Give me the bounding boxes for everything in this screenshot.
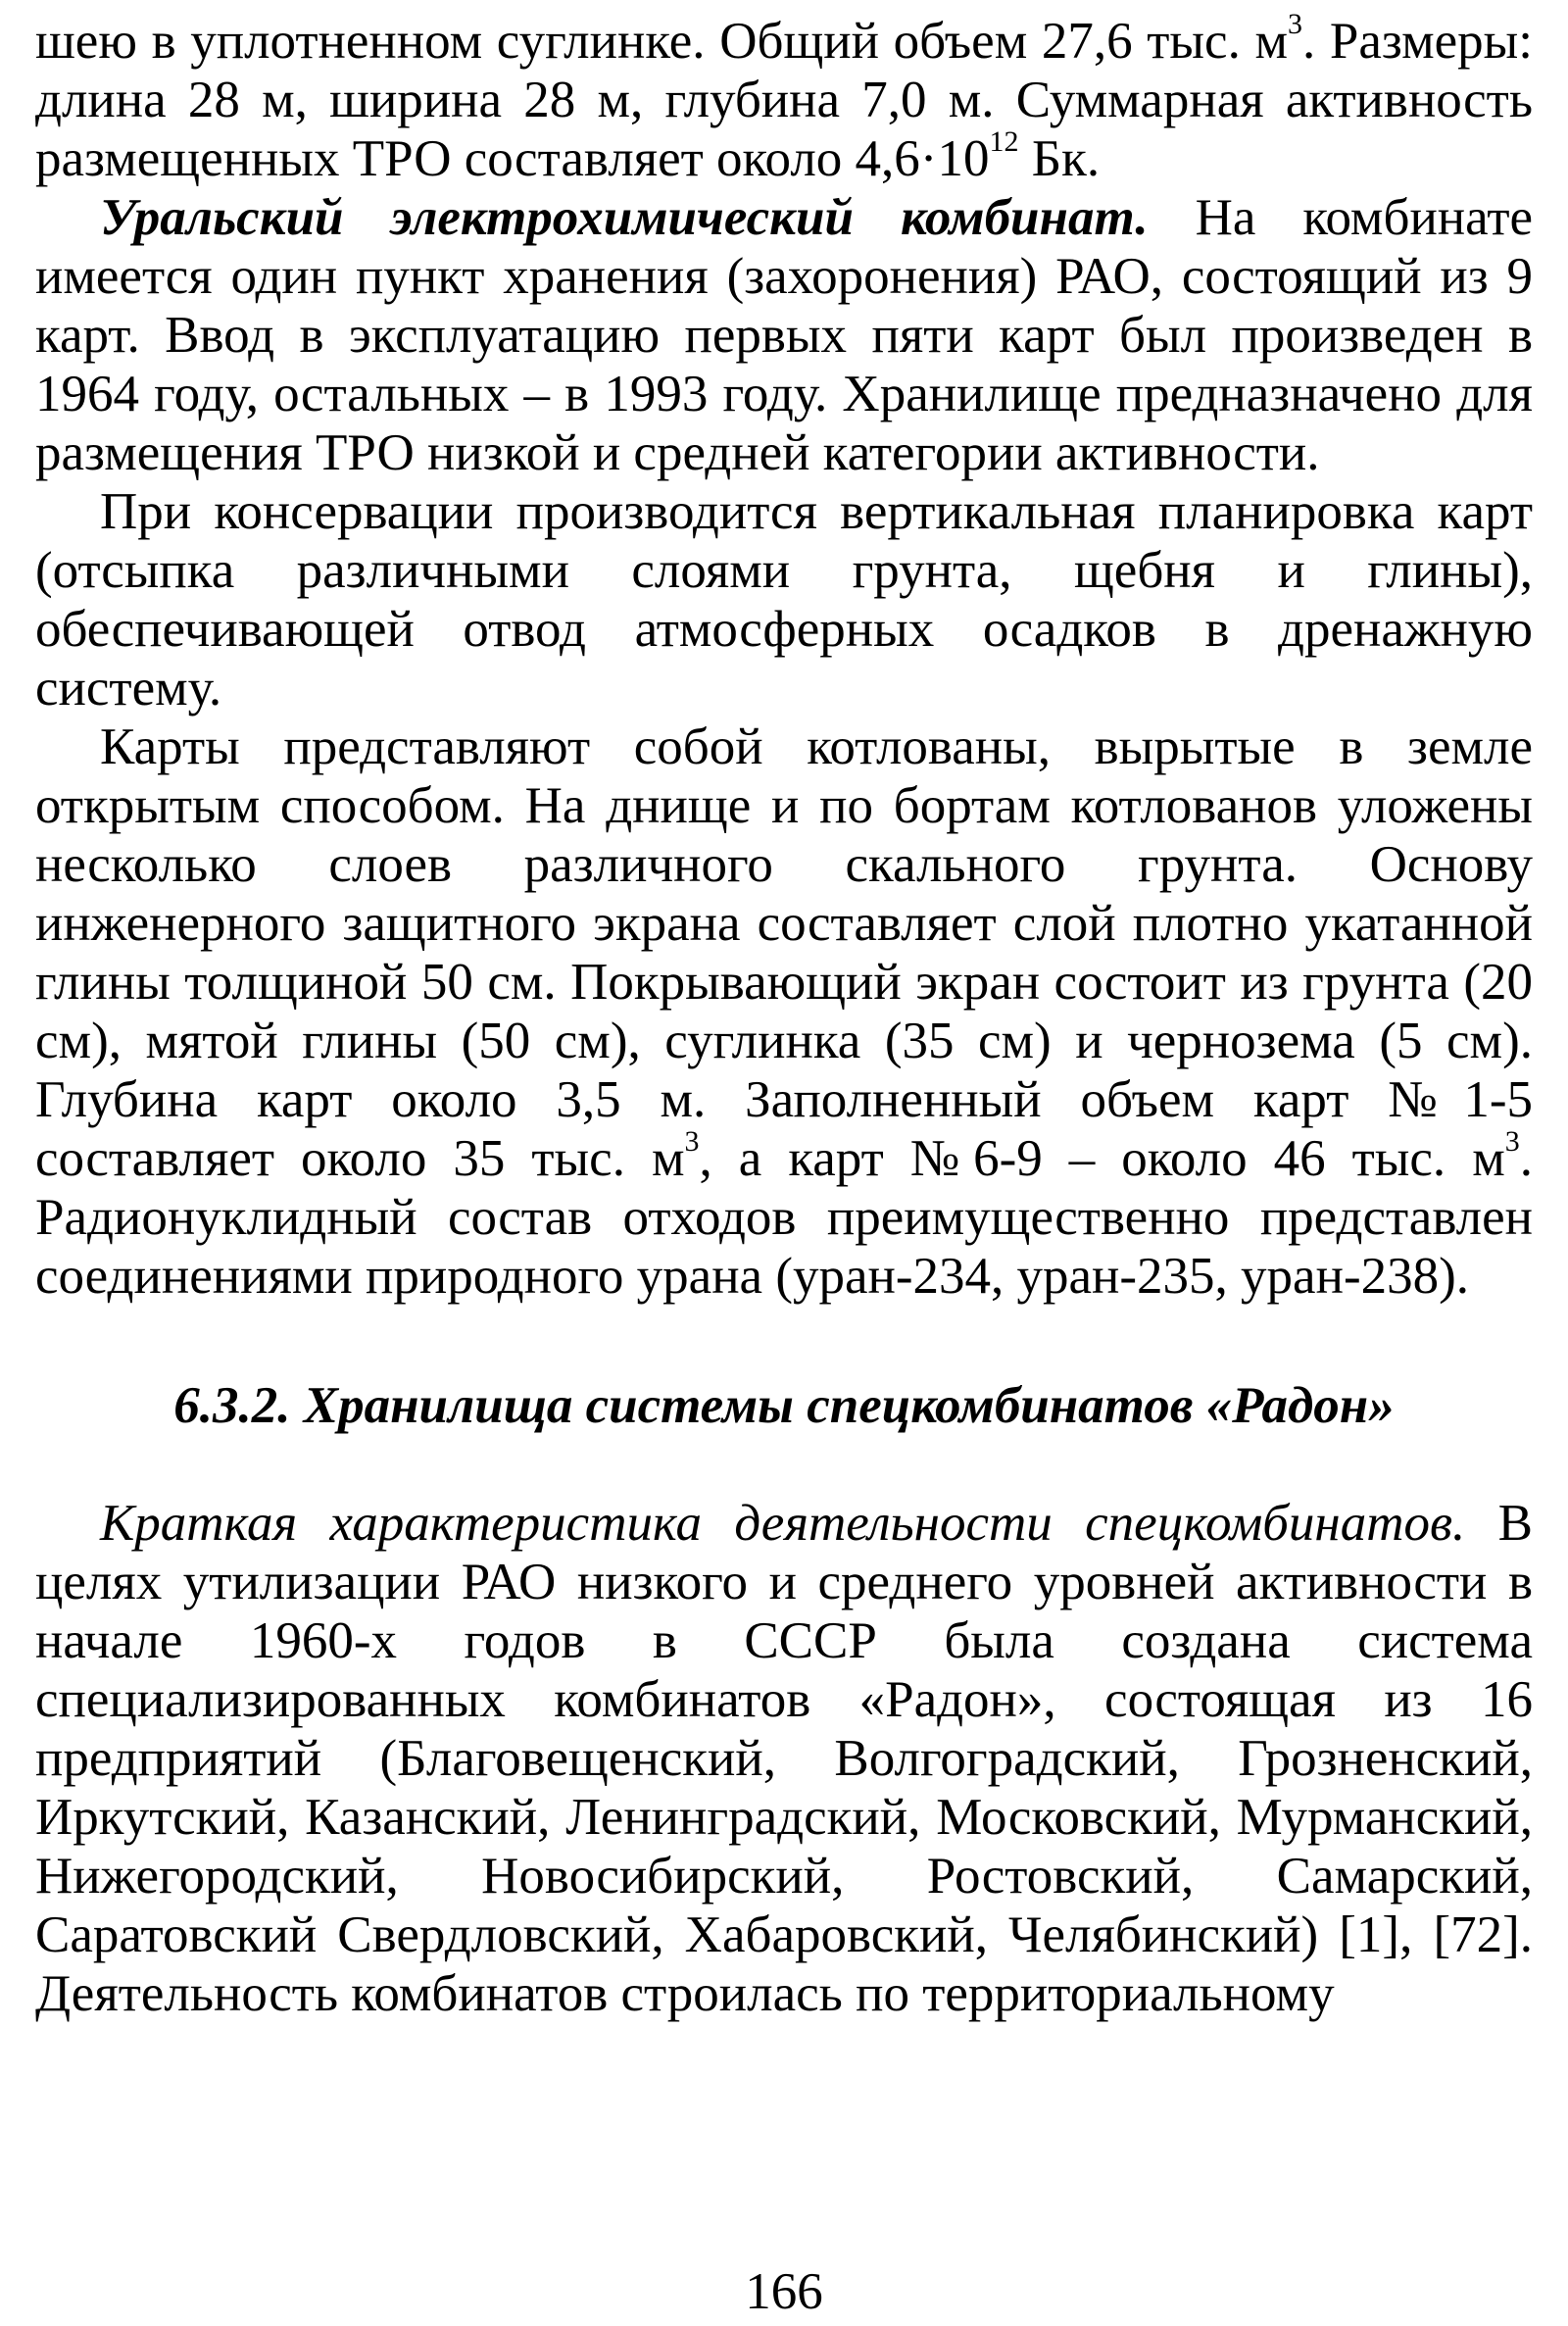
paragraph-text: В целях утилизации РАО низкого и среднего уровней активности в начале 1960-х годов в СССР была создана система специализированных комбинатов «Радон», состоящая из 16 предприятий (Благовещенский, Волгоградский, Грозненский, Иркутский, Казанский, Ленинградский, Московский, Мурманский, Нижегородский, Новосибирский, Ростовский, Самарский, Саратовский Свердловский, Хабаровский, Челябинский) [1], [72]. Деятельность комбинатов строилась по территориальному	[35, 1495, 1534, 2022]
page-number: 166	[745, 2263, 823, 2320]
document-page	[35, 8, 1534, 2023]
paragraph-text: При консервации производится вертикальная планировка карт (отсыпка различными слоями грунта, щебня и глины), обеспечивающей отвод атмосферных осадков в дренажную систему.	[35, 483, 1533, 717]
paragraph-cards-description	[35, 718, 1533, 1306]
paragraph-text: . Размеры: длина 28 м, ширина 28 м, глубина 7,0 м. Суммарная активность размещенных ТРО составляет около 4,6·10	[35, 13, 1533, 187]
paragraph-text: . Радионуклидный состав отходов преимущественно представлен соединениями природного урана (уран-234, уран-235, уран-238).	[35, 1130, 1533, 1305]
section-heading: 6.3.2. Хранилища системы спецкомбинатов «Радон»	[173, 1377, 1395, 1434]
paragraph-text: Бк.	[1018, 130, 1101, 187]
paragraph-text: На комбинате имеется один пункт хранения (захоронения) РАО, состоящий из 9 карт. Ввод в эксплуатацию первых пяти карт был произведен в 1964 году, остальных – в 1993 году. Хранилище предназначено для размещения ТРО низкой и средней категории активности.	[35, 189, 1534, 481]
superscript: 12	[989, 125, 1019, 159]
paragraph-text: Карты представляют собой котлованы, вырытые в земле открытым способом. На днище и по бортам котлованов уложены несколько слоев различного скального грунта. Основу инженерного защитного экрана составляет слой плотно укатанной глины толщиной 50 см. Покрывающий экран состоит из грунта (20 см), мятой глины (50 см), суглинка (35 см) и чернозема (5 см). Глубина карт около 3,5 м. Заполненный объем карт №1-5 составляет около 35 тыс. м	[35, 718, 1533, 1187]
paragraph-ural-plant	[35, 188, 1533, 482]
paragraph-lead-heading: Краткая характеристика деятельности спецкомбинатов.	[100, 1495, 1466, 1552]
superscript: 3	[1504, 1125, 1520, 1159]
superscript: 3	[1288, 8, 1303, 41]
paragraph-conservation	[35, 482, 1533, 718]
superscript: 3	[684, 1125, 700, 1159]
paragraph-text: шею в уплотненном суглинке. Общий объем 27,6 тыс. м	[35, 13, 1289, 70]
paragraph-radon-overview	[35, 1494, 1533, 2023]
paragraph-storage-dimensions	[35, 8, 1533, 188]
paragraph-text: , а карт №6-9 – около 46 тыс. м	[699, 1130, 1505, 1187]
paragraph-lead-heading: Уральский электрохимический комбинат.	[100, 189, 1149, 246]
